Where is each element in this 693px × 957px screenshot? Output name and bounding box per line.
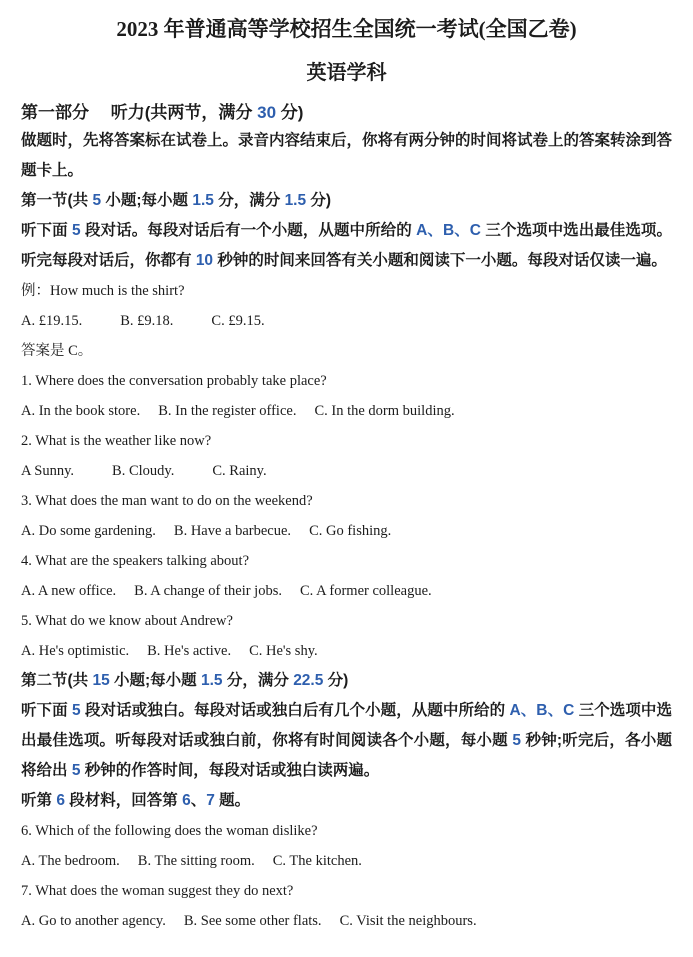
option-a: A Sunny. bbox=[21, 463, 75, 479]
options-3 bbox=[21, 516, 672, 546]
material-6-note bbox=[21, 786, 672, 816]
dialog-count: 5 bbox=[72, 702, 81, 719]
question-3: 3. What does the man want to do on the weekend? bbox=[21, 493, 313, 509]
seconds-count: 10 bbox=[195, 252, 214, 269]
option-a: A. In the book store. bbox=[21, 403, 141, 419]
question-number: 6 bbox=[182, 792, 191, 809]
part1-total-score: 30 bbox=[257, 103, 277, 122]
option-b: B. Cloudy. bbox=[112, 463, 175, 479]
question-1: 1. Where does the conversation probably take place? bbox=[21, 373, 327, 389]
options-5 bbox=[21, 636, 672, 666]
example-answer: 答案是 C。 bbox=[21, 343, 93, 359]
exam-title: 2023 年普通高等学校招生全国统一考试(全国乙卷) bbox=[116, 17, 577, 41]
section2-intro-text: 段对话或独白。每段对话或独白后有几个小题，从题中所给的 bbox=[80, 702, 510, 719]
question-number: 7 bbox=[206, 792, 215, 809]
section2-count: 15 bbox=[92, 672, 110, 689]
material-note-tail: 题。 bbox=[214, 792, 251, 809]
section2-heading-text: 分，满分 bbox=[222, 672, 294, 689]
question-6: 6. Which of the following does the woman dislike? bbox=[21, 823, 318, 839]
options-2 bbox=[21, 456, 672, 486]
section2-heading-tail: 分) bbox=[323, 672, 349, 689]
section1-per-score: 1.5 bbox=[192, 192, 214, 209]
options-1 bbox=[21, 396, 672, 426]
dialog-count: 5 bbox=[72, 222, 81, 239]
section2-heading-text: 小题;每小题 bbox=[109, 672, 201, 689]
example-question: 例：How much is the shirt? bbox=[21, 283, 185, 299]
question-5: 5. What do we know about Andrew? bbox=[21, 613, 233, 629]
section1-heading-text: 第一节(共 bbox=[21, 192, 93, 209]
option-a: A. He's optimistic. bbox=[21, 643, 130, 659]
answer-seconds: 5 bbox=[71, 762, 81, 779]
section2-heading bbox=[21, 666, 672, 696]
section2-intro-text: 三个选项中选出最佳选项。听每段对话或独白前，你将有时间阅读各个小题，每小题 bbox=[21, 702, 672, 749]
section1-intro-text: 段对话。每段对话后有一个小题，从题中所给的 bbox=[80, 222, 417, 239]
option-a: A. Go to another agency. bbox=[21, 913, 166, 929]
choice-letters: A、B、C bbox=[509, 702, 575, 719]
material-number: 6 bbox=[56, 792, 65, 809]
section1-heading-tail: 分) bbox=[306, 192, 332, 209]
section1-heading-text: 小题;每小题 bbox=[101, 192, 193, 209]
section1-heading-text: 分，满分 bbox=[213, 192, 285, 209]
section1-intro-text: 听下面 bbox=[21, 222, 73, 239]
section1-count: 5 bbox=[92, 192, 102, 209]
section1-intro-tail: 秒钟的时间来回答有关小题和阅读下一小题。每段对话仅读一遍。 bbox=[213, 252, 667, 269]
question-2: 2. What is the weather like now? bbox=[21, 433, 212, 449]
options-6 bbox=[21, 846, 672, 876]
option-a: A. A new office. bbox=[21, 583, 117, 599]
material-note-text: 段材料，回答第 bbox=[64, 792, 183, 809]
example-options bbox=[21, 306, 672, 336]
section2-intro-text: 秒钟;听完后，各小题将给出 bbox=[21, 732, 672, 779]
read-seconds: 5 bbox=[512, 732, 521, 749]
section2-intro-tail: 秒钟的作答时间，每段对话或独白读两遍。 bbox=[80, 762, 380, 779]
option-c: C. A former colleague. bbox=[299, 583, 432, 599]
options-4 bbox=[21, 576, 672, 606]
option-c: C. In the dorm building. bbox=[314, 403, 455, 419]
part1-heading-text: 第一部分 听力(共两节，满分 bbox=[21, 103, 258, 122]
option-c: C. £9.15. bbox=[211, 313, 265, 329]
section2-heading-text: 第二节(共 bbox=[21, 672, 93, 689]
part1-heading bbox=[21, 100, 672, 126]
option-c: C. Rainy. bbox=[212, 463, 267, 479]
section1-intro-text: 三个选项中选出最佳选项。听完每段对话后，你都有 bbox=[21, 222, 672, 269]
question-4: 4. What are the speakers talking about? bbox=[21, 553, 250, 569]
option-c: C. He's shy. bbox=[249, 643, 318, 659]
material-note-text: 听第 bbox=[21, 792, 57, 809]
section1-heading bbox=[21, 186, 672, 216]
choice-letters: A、B、C bbox=[416, 222, 481, 239]
question-7: 7. What does the woman suggest they do next? bbox=[21, 883, 294, 899]
option-b: B. Have a barbecue. bbox=[173, 523, 292, 539]
options-7 bbox=[21, 906, 672, 936]
part1-instructions: 做题时，先将答案标在试卷上。录音内容结束后，你将有两分钟的时间将试卷上的答案转涂到答题卡上。 bbox=[21, 132, 673, 179]
option-b: B. A change of their jobs. bbox=[134, 583, 282, 599]
option-b: B. He's active. bbox=[147, 643, 232, 659]
section2-per-score: 1.5 bbox=[201, 672, 223, 689]
material-note-text: 、 bbox=[190, 792, 207, 809]
exam-subject: 英语学科 bbox=[306, 62, 387, 84]
section2-intro bbox=[21, 696, 672, 786]
option-b: B. See some other flats. bbox=[183, 913, 322, 929]
option-b: B. £9.18. bbox=[120, 313, 174, 329]
option-a: A. Do some gardening. bbox=[21, 523, 156, 539]
section1-total-score: 1.5 bbox=[284, 192, 307, 209]
option-b: B. In the register office. bbox=[158, 403, 297, 419]
option-c: C. Go fishing. bbox=[309, 523, 392, 539]
section2-total-score: 22.5 bbox=[293, 672, 324, 689]
part1-heading-tail: 分) bbox=[276, 103, 304, 122]
section1-intro bbox=[21, 216, 672, 276]
section2-intro-text: 听下面 bbox=[21, 702, 73, 719]
option-a: A. £19.15. bbox=[21, 313, 83, 329]
option-c: C. The kitchen. bbox=[272, 853, 362, 869]
option-a: A. The bedroom. bbox=[21, 853, 120, 869]
option-c: C. Visit the neighbours. bbox=[339, 913, 477, 929]
option-b: B. The sitting room. bbox=[137, 853, 255, 869]
